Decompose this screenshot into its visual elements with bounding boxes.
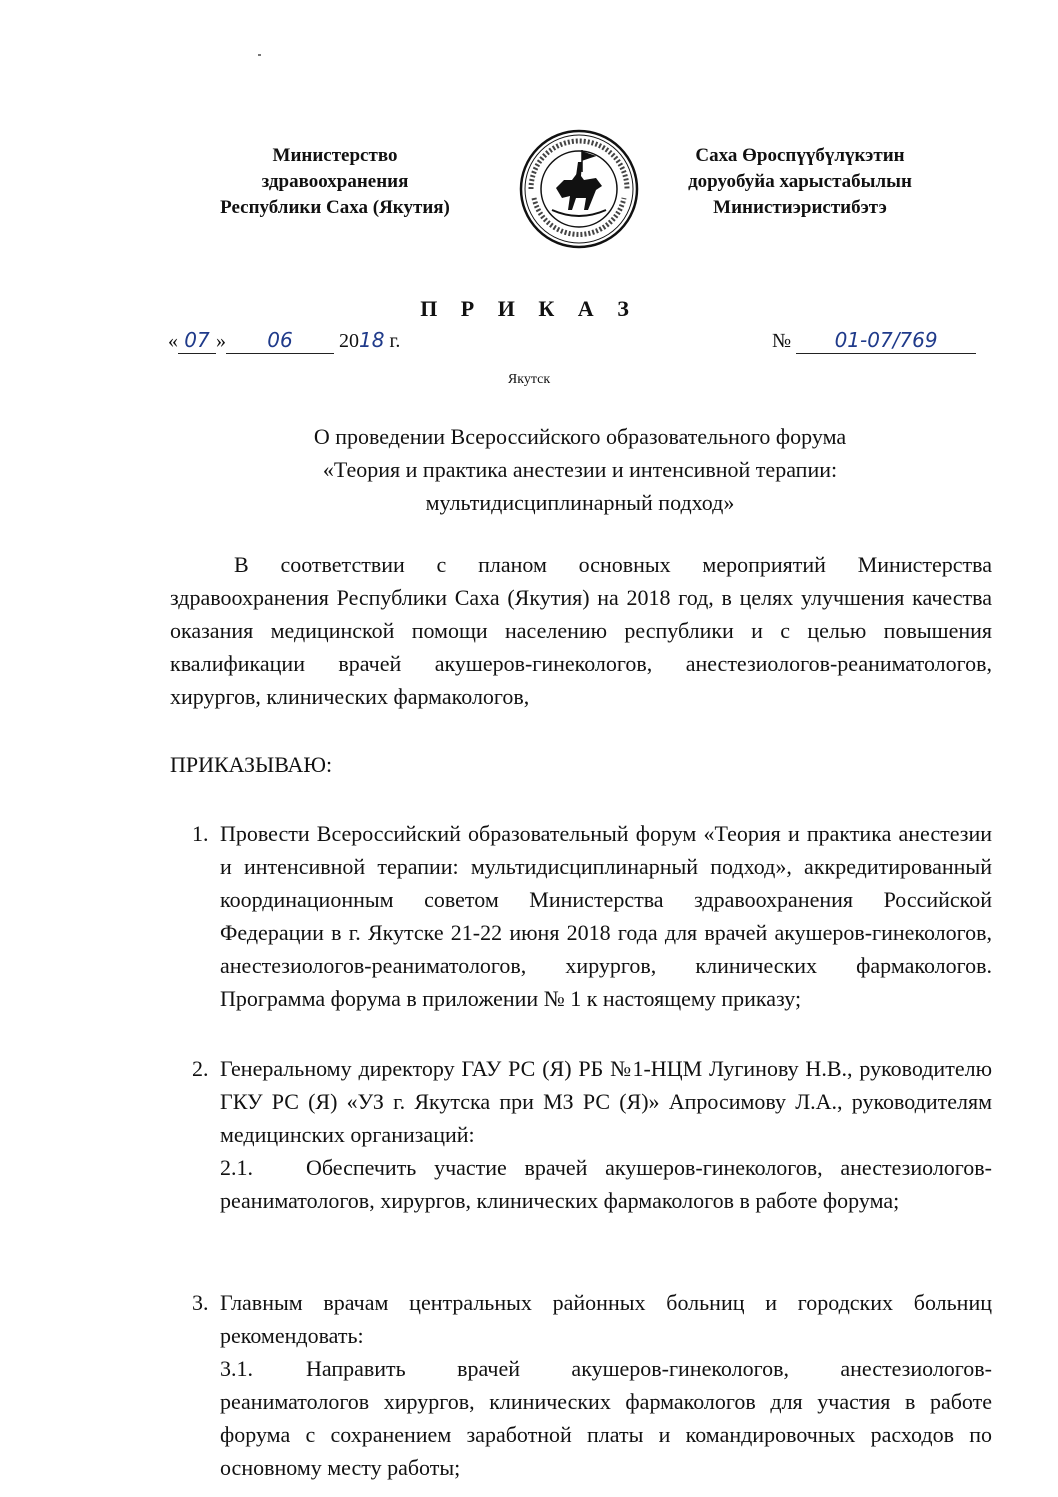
sub-item-text: Направить врачей акушеров-гинекологов, анестезиологов-реаниматологов хирургов, клинических фармакологов для участия в работе форума с сохранением заработной платы и командировочных расходов по основному месту работы; — [220, 1356, 992, 1480]
order-item-3 — [192, 1286, 992, 1484]
ministry-sakha-line: доруобуйа харыстабылын — [688, 171, 912, 192]
date-quote-open: « — [168, 330, 178, 352]
sub-item-text: Обеспечить участие врачей акушеров-гинекологов, анестезиологов-реаниматологов, хирургов, клинических фармакологов в работе форума; — [220, 1155, 992, 1213]
ministry-ru-line: Министерство — [272, 145, 398, 166]
ministry-ru-line: здравоохранения — [261, 171, 409, 192]
order-date — [168, 328, 400, 354]
date-quote-close: » — [216, 330, 226, 352]
sub-item-2-1 — [220, 1151, 992, 1217]
subject-line: мультидисциплинарный подход» — [425, 490, 735, 515]
number-label: № — [772, 330, 792, 352]
order-number — [772, 328, 976, 354]
item-number: 3. — [192, 1290, 209, 1315]
subject-line: «Теория и практика анестезии и интенсивной терапии: — [322, 457, 838, 482]
subject-line: О проведении Всероссийского образовательного форума — [313, 424, 847, 449]
scan-speck — [258, 54, 261, 56]
number-field — [796, 328, 976, 354]
document-subject — [170, 420, 990, 519]
date-suffix: г. — [389, 330, 401, 352]
date-month-field — [226, 328, 334, 354]
item-text: Провести Всероссийский образовательный форум «Теория и практика анестезии и интенсивной терапии: мультидисциплинарный подход», аккредитированный координационным советом Министерства здравоохранения Российской Федерации в г. Якутске 21-22 июня 2018 года для врачей акушеров-гинекологов, анестезиологов-реаниматологов, хирургов, клинических фармакологов. Программа форума в приложении № 1 к настоящему приказу; — [220, 821, 992, 1011]
date-year-prefix: 20 — [339, 330, 359, 352]
item-number: 2. — [192, 1056, 209, 1081]
order-word: ПРИКАЗЫВАЮ: — [170, 752, 333, 777]
sub-item-3-1 — [220, 1352, 992, 1484]
date-month: 06 — [267, 328, 293, 352]
item-text: Главным врачам центральных районных больниц и городских больниц рекомендовать: — [220, 1290, 992, 1348]
sub-item-number: 3.1. — [220, 1356, 253, 1381]
document-title: П Р И К А З — [420, 296, 638, 321]
ministry-sakha-line: Министиэристибэтэ — [713, 197, 887, 218]
ministry-name-sakha — [640, 143, 960, 221]
document-city: Якутск — [507, 372, 551, 387]
ministry-name-russian — [190, 143, 480, 221]
sakha-republic-coat-of-arms-icon — [518, 128, 640, 250]
order-item-2 — [192, 1052, 992, 1217]
ministry-sakha-line: Саха Өроспүүбүлүкэтин — [695, 145, 905, 166]
date-day-field — [178, 328, 216, 354]
item-text: Генеральному директору ГАУ РС (Я) РБ №1-НЦМ Лугинову Н.В., руководителю ГКУ РС (Я) «УЗ г. Якутска при МЗ РС (Я)» Апросимову Л.А., руководителям медицинских организаций: — [220, 1056, 992, 1147]
date-year-suffix: 18 — [359, 328, 385, 352]
number-value: 01-07/769 — [834, 328, 938, 352]
date-day: 07 — [184, 328, 210, 352]
order-item-1 — [192, 817, 992, 1015]
ministry-ru-line: Республики Саха (Якутия) — [220, 197, 450, 218]
item-number: 1. — [192, 821, 209, 846]
preamble-paragraph: В соответствии с планом основных мероприятий Министерства здравоохранения Республики Саха (Якутия) на 2018 год, в целях улучшения качества оказания медицинской помощи населению республики и с целью повышения квалификации врачей акушеров-гинекологов, анестезиологов-реаниматологов, хирургов, клинических фармакологов, — [170, 552, 992, 709]
sub-item-number: 2.1. — [220, 1155, 253, 1180]
